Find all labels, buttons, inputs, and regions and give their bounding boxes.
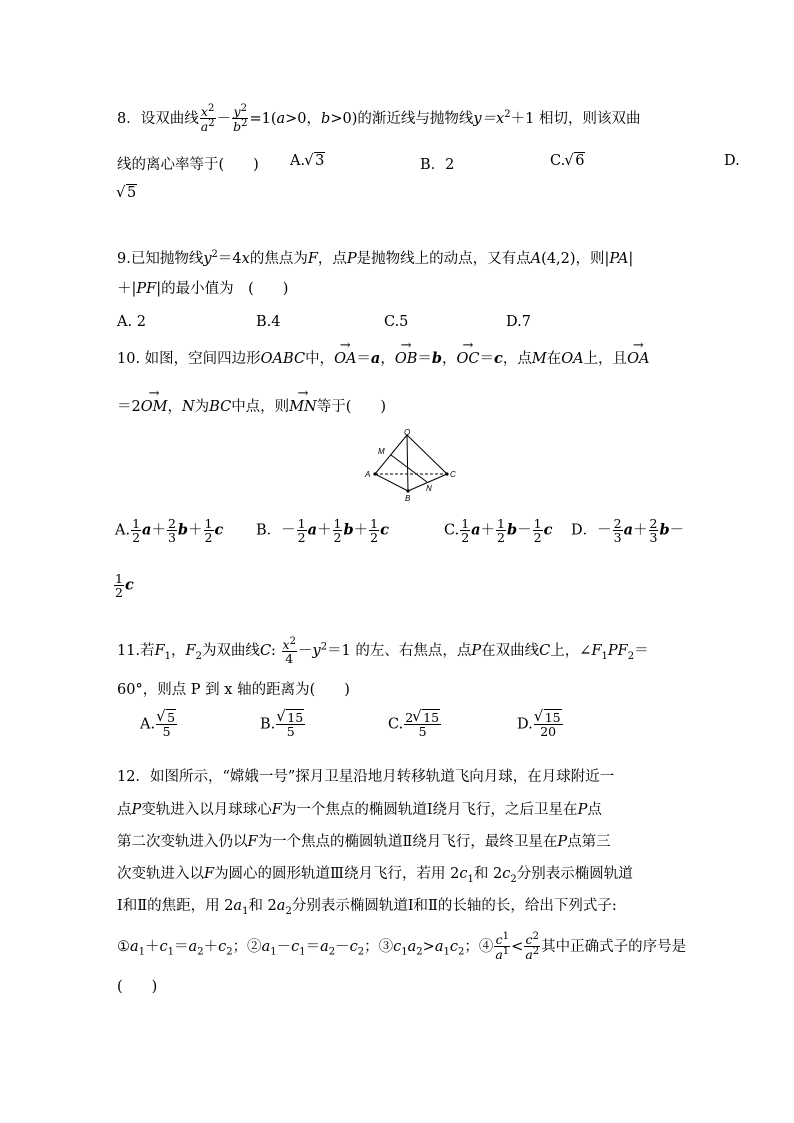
q8-line-2: 线的离心率等于( ) bbox=[117, 157, 259, 173]
sqrt-icon: √ 5 bbox=[157, 711, 176, 724]
q12-line-2: 点P变轨进入以月球球心F为一个焦点的椭圆轨道Ⅰ绕月飞行，之后卫星在P点 bbox=[117, 802, 602, 818]
q9-option-c: C.5 bbox=[384, 314, 409, 330]
q11-option-b: B. √ $\frac{15}{5}$ bbox=[260, 711, 306, 738]
sqrt-icon: √ 15 bbox=[413, 711, 440, 724]
sqrt-icon: √ 15 bbox=[535, 711, 562, 724]
q8-number: 8． bbox=[117, 110, 141, 127]
q8-text: 设双曲线 bbox=[140, 110, 199, 127]
q8-line-1: 8．设双曲线 $\frac{x^2}{a^2}$ － $\frac{y^2}{b^2}$ =1(a>0，b>0)的渐近线与抛物线$y=x^2+1$ 相切，则该双曲 bbox=[117, 103, 641, 135]
q12-line-5: Ⅰ和Ⅱ的焦距，用 $2a_1$和 $2a_2$分别表示椭圆轨道Ⅰ和Ⅱ的长轴的长，给出下列式子: bbox=[117, 898, 617, 917]
q10-option-d: D．－ $\frac{2}{3}$ a＋ $\frac{2}{3}$ b－ bbox=[571, 516, 685, 546]
q11-option-d: D. √ $\frac{15}{20}$ bbox=[517, 711, 564, 738]
q11-line-1: 11.若$F_1$，$F_2$为双曲线C: $\frac{x^2}{4}$ $-y^2=1$ 的左、右焦点，点P在双曲线C上，$\angle F_1PF_2=$ bbox=[117, 636, 649, 667]
sqrt-icon: √ 5 bbox=[117, 185, 137, 201]
q12-line-4: 次变轨进入以F为圆心的圆形轨道Ⅲ绕月飞行，若用 $2c_1$和 $2c_2$分别表示椭圆轨道 bbox=[117, 866, 633, 885]
q10-line-1: 10. 如图，空间四边形OABC中，→ OA＝a，→ OB＝b，→ OC＝c，点M在OA上，且→ OA bbox=[117, 347, 649, 368]
q11-option-c: C. $\frac{2√ 15}{5}$ bbox=[388, 711, 442, 738]
q12-line-3: 第二次变轨进入仍以F为一个焦点的椭圆轨道Ⅱ绕月飞行，最终卫星在P点第三 bbox=[117, 834, 611, 850]
q8-option-d-label: D. bbox=[724, 153, 740, 169]
sqrt-icon: √ 6 bbox=[565, 153, 585, 169]
q10-option-c: C. $\frac{1}{2}$ a＋ $\frac{1}{2}$ b－ $\frac{1}{2}$ c bbox=[444, 516, 553, 546]
sqrt-icon: √ 3 bbox=[305, 153, 325, 169]
q8-option-b: B．2 bbox=[420, 157, 455, 173]
q11-option-a: A. √ $\frac{5}{5}$ bbox=[140, 711, 178, 738]
q8-frac-x2-a2: $\frac{x^2}{a^2}$ bbox=[200, 103, 215, 135]
fig-label-b: B bbox=[405, 494, 411, 503]
q8-option-a: A.√ 3 bbox=[290, 153, 325, 169]
q10-line-2: ＝2→ OM，N为BC中点，则→ MN等于( ) bbox=[117, 395, 386, 416]
q8-option-d-value bbox=[117, 185, 137, 201]
fig-label-n: N bbox=[426, 484, 432, 493]
fig-label-o: O bbox=[404, 428, 411, 437]
q10-option-a: A. $\frac{1}{2}$ a＋ $\frac{2}{3}$ b＋ $\frac{1}{2}$ c bbox=[115, 516, 224, 546]
q8-frac-y2-b2: $\frac{y^2}{b^2}$ bbox=[233, 103, 248, 135]
fig-label-a: A bbox=[365, 470, 371, 479]
q9-option-b: B.4 bbox=[256, 314, 281, 330]
q12-line-7: ( ) bbox=[117, 979, 158, 995]
q8-option-c: C.√ 6 bbox=[550, 153, 585, 169]
q9-option-a: A. 2 bbox=[117, 314, 146, 330]
q8-curve: y＝x bbox=[473, 110, 505, 127]
fig-label-m: M bbox=[378, 447, 385, 456]
sqrt-icon: √ 15 bbox=[277, 711, 304, 724]
fig-label-c: C bbox=[450, 470, 456, 479]
q12-line-1: 12．如图所示，“嫦娥一号”探月卫星沿地月转移轨道飞向月球，在月球附近一 bbox=[117, 769, 615, 785]
q10-option-b: B．－ $\frac{1}{2}$ a＋ $\frac{1}{2}$ b＋ $\frac{1}{2}$ c bbox=[256, 516, 389, 546]
q10-option-d-cont: $\frac{1}{2}$ c bbox=[115, 571, 134, 601]
tetrahedron-figure bbox=[360, 428, 465, 508]
q12-line-6: $①a_1+c_1=a_2+c_2$；$②a_1-c_1=a_2-c_2$；$③c_1a_2>a_1c_2$；④ $\frac{c^1}{a^1}$ < $\frac{c^2}{a^2}$ 其中正确式子的序号是 bbox=[117, 931, 687, 963]
q9-line-1: 9.已知抛物线$y^2=4x$的焦点为F，点P是抛物线上的动点，又有点A(4,2)，则|PA| bbox=[117, 249, 634, 267]
q9-option-d: D.7 bbox=[506, 314, 531, 330]
q9-line-2: ＋|PF|的最小值为 ( ) bbox=[117, 281, 289, 297]
q11-line-2: 60°，则点 P 到 x 轴的距离为( ) bbox=[117, 682, 350, 698]
